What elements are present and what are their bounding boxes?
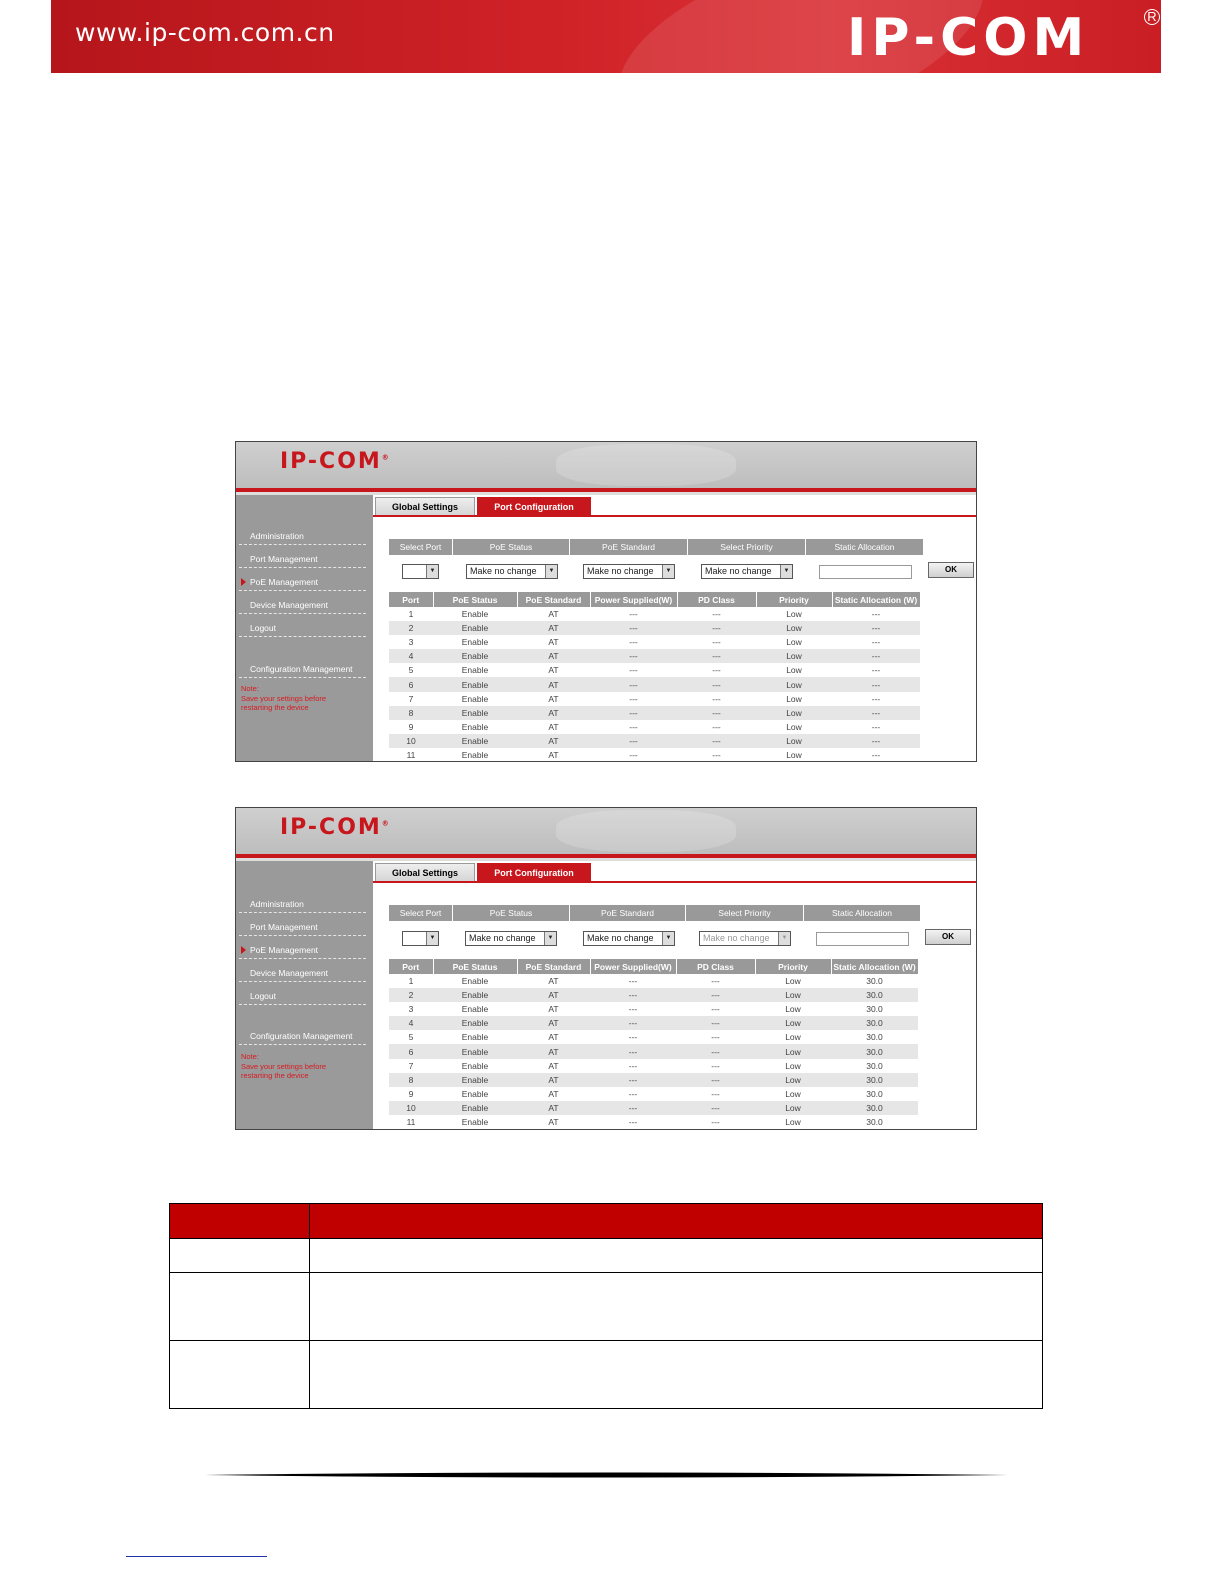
config-header-select-port: Select Port bbox=[389, 905, 452, 921]
cell-poe-status: Enable bbox=[461, 1032, 489, 1043]
cell-priority: Low bbox=[755, 1101, 831, 1115]
cell-priority: Low bbox=[785, 1116, 801, 1127]
note-line-2: restarting the device bbox=[241, 703, 309, 712]
cell-pd-class: --- bbox=[711, 1004, 720, 1015]
tab-port-configuration[interactable]: Port Configuration bbox=[477, 863, 591, 882]
sidebar-item-logout[interactable]: Logout bbox=[239, 623, 366, 637]
table-row bbox=[389, 1087, 918, 1101]
th-poe-standard: PoE Standard bbox=[517, 592, 590, 607]
sidebar-item-administration[interactable]: Administration bbox=[239, 899, 366, 913]
table-row bbox=[389, 677, 920, 691]
table-row bbox=[389, 748, 920, 762]
cell-pd-class: --- bbox=[676, 988, 755, 1002]
footer-divider bbox=[205, 1471, 1008, 1479]
cell-port: 10 bbox=[389, 734, 433, 748]
cell-poe-status: Enable bbox=[433, 649, 517, 663]
cell-static-allocation: --- bbox=[832, 677, 920, 691]
cell-priority: Low bbox=[786, 665, 802, 676]
world-map-graphic bbox=[556, 444, 736, 486]
cell-static-allocation: 30.0 bbox=[831, 988, 918, 1002]
note-line-1: Save your settings before bbox=[241, 1061, 327, 1071]
cell-static-allocation: 30.0 bbox=[866, 1060, 883, 1071]
config-header-static-allocation: Static Allocation bbox=[806, 539, 923, 555]
cell-poe-standard: AT bbox=[517, 706, 590, 720]
th-static-allocation: Static Allocation (W) bbox=[832, 592, 920, 607]
cell-static-allocation: --- bbox=[871, 693, 881, 704]
cell-power-supplied: --- bbox=[629, 693, 638, 704]
cell-poe-status: Enable bbox=[461, 693, 489, 704]
footer-link-underline[interactable] bbox=[126, 1556, 267, 1557]
cell-port: 6 bbox=[389, 677, 433, 691]
cell-poe-standard: AT bbox=[517, 1044, 590, 1058]
cell-static-allocation: 30.0 bbox=[831, 1016, 918, 1030]
cell-priority: Low bbox=[756, 677, 832, 691]
config-header-poe-standard: PoE Standard bbox=[570, 905, 685, 921]
table-row bbox=[389, 692, 920, 706]
cell-poe-standard: AT bbox=[548, 693, 559, 704]
poe-status-dropdown[interactable]: Make no change ▼ bbox=[465, 931, 557, 946]
sidebar bbox=[236, 861, 373, 1129]
tab-port-configuration[interactable]: Port Configuration bbox=[477, 497, 591, 516]
screen-header bbox=[236, 442, 976, 488]
cell-power-supplied: --- bbox=[590, 1044, 676, 1058]
table-row bbox=[389, 734, 920, 748]
select-port-dropdown[interactable] bbox=[402, 931, 439, 946]
tab-global-settings[interactable]: Global Settings bbox=[375, 497, 475, 516]
main-panel bbox=[373, 861, 976, 1129]
cell-power-supplied: --- bbox=[629, 749, 638, 760]
cell-poe-status: Enable bbox=[461, 1060, 489, 1071]
cell-poe-status: Enable bbox=[461, 665, 489, 676]
table-row bbox=[389, 720, 920, 734]
cell-poe-status: Enable bbox=[433, 1016, 517, 1030]
main-panel bbox=[373, 495, 976, 761]
priority-dropdown[interactable]: Make no change ▼ bbox=[701, 564, 793, 579]
cell-pd-class: --- bbox=[676, 1073, 755, 1087]
cell-power-supplied: --- bbox=[628, 1060, 638, 1071]
table-row bbox=[170, 1239, 1043, 1273]
config-header-select-priority: Select Priority bbox=[686, 905, 803, 921]
cell-power-supplied: --- bbox=[590, 1016, 676, 1030]
cell-priority: Low bbox=[756, 621, 832, 635]
cell-pd-class: --- bbox=[677, 621, 756, 635]
th-poe-status: PoE Status bbox=[433, 959, 517, 974]
cell-static-allocation: --- bbox=[871, 637, 881, 648]
cell-static-allocation: --- bbox=[871, 721, 881, 732]
cell-poe-standard: AT bbox=[548, 1004, 559, 1015]
description-cell bbox=[170, 1273, 310, 1341]
cell-power-supplied: --- bbox=[629, 637, 638, 648]
cell-poe-status: Enable bbox=[461, 1116, 489, 1127]
cell-port: 10 bbox=[389, 1101, 433, 1115]
cell-pd-class: --- bbox=[676, 1016, 755, 1030]
cell-static-allocation: --- bbox=[832, 734, 920, 748]
cell-static-allocation: --- bbox=[871, 665, 881, 676]
table-row bbox=[389, 635, 920, 649]
cell-port: 7 bbox=[408, 693, 414, 704]
port-status-table bbox=[389, 592, 921, 762]
cell-priority: Low bbox=[785, 976, 801, 987]
config-header bbox=[389, 905, 921, 921]
config-header-select-priority: Select Priority bbox=[688, 539, 805, 555]
cell-port: 1 bbox=[408, 976, 414, 987]
cell-priority: Low bbox=[786, 721, 802, 732]
note-line-1: Save your settings before bbox=[241, 693, 327, 703]
th-poe-standard: PoE Standard bbox=[517, 959, 590, 974]
cell-priority: Low bbox=[755, 1016, 831, 1030]
table-row bbox=[389, 649, 920, 663]
cell-pd-class: --- bbox=[711, 1088, 720, 1099]
cell-port: 9 bbox=[408, 1088, 414, 1099]
cell-poe-status: Enable bbox=[461, 1088, 489, 1099]
cell-priority: Low bbox=[755, 988, 831, 1002]
cell-port: 8 bbox=[389, 1073, 433, 1087]
cell-poe-standard: AT bbox=[548, 749, 559, 760]
cell-priority: Low bbox=[785, 1060, 801, 1071]
table-row bbox=[389, 706, 920, 720]
cell-poe-standard: AT bbox=[517, 988, 590, 1002]
note-label: Note: bbox=[241, 1052, 259, 1061]
cell-power-supplied: --- bbox=[629, 665, 638, 676]
th-port: Port bbox=[389, 592, 433, 607]
sidebar-item-poe-management[interactable]: PoE Management bbox=[239, 577, 366, 591]
table-row bbox=[389, 1101, 918, 1115]
cell-poe-standard: AT bbox=[548, 637, 559, 648]
cell-power-supplied: --- bbox=[628, 976, 638, 987]
cell-port: 3 bbox=[408, 1004, 414, 1015]
cell-port: 4 bbox=[389, 649, 433, 663]
poe-standard-dropdown[interactable]: Make no change ▼ bbox=[583, 931, 675, 946]
description-header-cell-1 bbox=[170, 1204, 310, 1239]
cell-poe-standard: AT bbox=[517, 734, 590, 748]
table-row bbox=[170, 1341, 1043, 1409]
cell-port: 3 bbox=[408, 637, 414, 648]
cell-pd-class: --- bbox=[711, 976, 720, 987]
cell-port: 2 bbox=[389, 621, 433, 635]
sidebar-item-device-management[interactable]: Device Management bbox=[239, 968, 366, 982]
cell-power-supplied: --- bbox=[628, 1088, 638, 1099]
cell-poe-standard: AT bbox=[517, 1101, 590, 1115]
table-header-row bbox=[389, 592, 920, 607]
description-cell bbox=[310, 1273, 1043, 1341]
cell-priority: Low bbox=[785, 1004, 801, 1015]
screenshot-port-config-2 bbox=[235, 807, 977, 1130]
page-banner bbox=[51, 0, 1161, 73]
world-map-graphic bbox=[556, 810, 736, 852]
screen-header bbox=[236, 808, 976, 854]
cell-poe-status: Enable bbox=[433, 988, 517, 1002]
poe-standard-dropdown[interactable]: Make no change ▼ bbox=[583, 564, 675, 579]
cell-static-allocation: 30.0 bbox=[866, 1088, 883, 1099]
cell-poe-standard: AT bbox=[548, 721, 559, 732]
cell-pd-class: --- bbox=[712, 721, 721, 732]
cell-poe-standard: AT bbox=[517, 621, 590, 635]
description-table bbox=[169, 1203, 1043, 1409]
th-pd-class: PD Class bbox=[677, 592, 756, 607]
cell-poe-standard: AT bbox=[548, 976, 559, 987]
sidebar bbox=[236, 495, 373, 761]
th-poe-status: PoE Status bbox=[433, 592, 517, 607]
cell-poe-standard: AT bbox=[517, 649, 590, 663]
cell-power-supplied: --- bbox=[590, 988, 676, 1002]
sidebar-item-device-management[interactable]: Device Management bbox=[239, 600, 366, 614]
screen-logo: IP-COM® bbox=[280, 449, 391, 474]
sidebar-item-logout[interactable]: Logout bbox=[239, 991, 366, 1005]
cell-port: 6 bbox=[389, 1044, 433, 1058]
table-row bbox=[170, 1273, 1043, 1341]
select-port-dropdown[interactable] bbox=[402, 564, 439, 579]
cell-power-supplied: --- bbox=[590, 677, 677, 691]
cell-priority: Low bbox=[785, 1032, 801, 1043]
note-line-2: restarting the device bbox=[241, 1071, 309, 1080]
cell-static-allocation: 30.0 bbox=[831, 1073, 918, 1087]
description-cell bbox=[310, 1341, 1043, 1409]
cell-power-supplied: --- bbox=[590, 1101, 676, 1115]
cell-static-allocation: 30.0 bbox=[866, 976, 883, 987]
cell-static-allocation: 30.0 bbox=[866, 1116, 883, 1127]
table-row bbox=[389, 607, 920, 621]
registered-mark: R bbox=[1144, 9, 1160, 25]
th-port: Port bbox=[389, 959, 433, 974]
sidebar-item-configuration-management[interactable]: Configuration Management bbox=[239, 1031, 366, 1045]
table-header-row bbox=[389, 959, 918, 974]
table-row bbox=[389, 974, 918, 988]
cell-power-supplied: --- bbox=[628, 1004, 638, 1015]
cell-poe-standard: AT bbox=[548, 1060, 559, 1071]
cell-port: 7 bbox=[408, 1060, 414, 1071]
th-static-allocation: Static Allocation (W) bbox=[831, 959, 918, 974]
cell-priority: Low bbox=[756, 649, 832, 663]
th-priority: Priority bbox=[756, 592, 832, 607]
sidebar-note bbox=[241, 684, 326, 713]
cell-poe-status: Enable bbox=[461, 637, 489, 648]
cell-poe-standard: AT bbox=[548, 609, 559, 620]
cell-static-allocation: 30.0 bbox=[866, 1004, 883, 1015]
note-label: Note: bbox=[241, 684, 259, 693]
cell-power-supplied: --- bbox=[629, 721, 638, 732]
cell-poe-status: Enable bbox=[461, 721, 489, 732]
screen-logo: IP-COM® bbox=[280, 815, 391, 840]
cell-poe-standard: AT bbox=[548, 1032, 559, 1043]
table-row bbox=[389, 1073, 918, 1087]
config-header-poe-status: PoE Status bbox=[453, 905, 569, 921]
cell-power-supplied: --- bbox=[590, 621, 677, 635]
cell-poe-status: Enable bbox=[433, 677, 517, 691]
th-pd-class: PD Class bbox=[676, 959, 755, 974]
cell-poe-status: Enable bbox=[433, 1073, 517, 1087]
cell-port: 1 bbox=[408, 609, 414, 620]
cell-power-supplied: --- bbox=[590, 1073, 676, 1087]
cell-power-supplied: --- bbox=[628, 1032, 638, 1043]
table-row bbox=[389, 663, 920, 677]
cell-static-allocation: --- bbox=[832, 706, 920, 720]
cell-static-allocation: --- bbox=[871, 609, 881, 620]
cell-power-supplied: --- bbox=[628, 1116, 638, 1127]
cell-pd-class: --- bbox=[711, 1032, 720, 1043]
cell-poe-standard: AT bbox=[517, 677, 590, 691]
cell-poe-status: Enable bbox=[461, 609, 489, 620]
banner-url: www.ip-com.com.cn bbox=[75, 18, 335, 47]
config-header-static-allocation: Static Allocation bbox=[804, 905, 920, 921]
cell-priority: Low bbox=[756, 706, 832, 720]
cell-static-allocation: --- bbox=[832, 621, 920, 635]
cell-poe-status: Enable bbox=[433, 1044, 517, 1058]
cell-port: 8 bbox=[389, 706, 433, 720]
config-header-poe-status: PoE Status bbox=[453, 539, 569, 555]
cell-power-supplied: --- bbox=[590, 649, 677, 663]
cell-poe-status: Enable bbox=[433, 621, 517, 635]
cell-pd-class: --- bbox=[712, 749, 721, 760]
cell-static-allocation: --- bbox=[832, 649, 920, 663]
ok-button[interactable]: OK bbox=[928, 562, 974, 578]
priority-dropdown[interactable]: Make no change ▼ bbox=[699, 931, 791, 946]
cell-pd-class: --- bbox=[676, 1044, 755, 1058]
description-cell bbox=[310, 1239, 1043, 1273]
cell-port: 2 bbox=[389, 988, 433, 1002]
cell-port: 5 bbox=[408, 665, 414, 676]
cell-poe-status: Enable bbox=[461, 1004, 489, 1015]
cell-priority: Low bbox=[786, 637, 802, 648]
cell-priority: Low bbox=[786, 693, 802, 704]
table-row bbox=[389, 1016, 918, 1030]
static-allocation-input[interactable] bbox=[819, 565, 912, 579]
cell-power-supplied: --- bbox=[590, 706, 677, 720]
sidebar-item-configuration-management[interactable]: Configuration Management bbox=[239, 664, 366, 678]
poe-status-dropdown[interactable]: Make no change ▼ bbox=[466, 564, 558, 579]
th-power-supplied: Power Supplied(W) bbox=[590, 959, 676, 974]
screenshot-port-config-1 bbox=[235, 441, 977, 762]
tab-global-settings[interactable]: Global Settings bbox=[375, 863, 475, 882]
static-allocation-input[interactable] bbox=[816, 932, 909, 946]
description-header-row bbox=[170, 1204, 1043, 1239]
table-row bbox=[389, 1044, 918, 1058]
cell-pd-class: --- bbox=[677, 734, 756, 748]
description-cell bbox=[170, 1239, 310, 1273]
cell-priority: Low bbox=[786, 609, 802, 620]
description-header-cell-2 bbox=[310, 1204, 1043, 1239]
config-header-select-port: Select Port bbox=[389, 539, 452, 555]
cell-static-allocation: 30.0 bbox=[866, 1032, 883, 1043]
cell-poe-standard: AT bbox=[548, 665, 559, 676]
th-priority: Priority bbox=[755, 959, 831, 974]
cell-poe-standard: AT bbox=[548, 1088, 559, 1099]
cell-port: 9 bbox=[408, 721, 414, 732]
cell-pd-class: --- bbox=[676, 1101, 755, 1115]
cell-poe-status: Enable bbox=[433, 734, 517, 748]
port-status-table bbox=[389, 959, 919, 1129]
cell-priority: Low bbox=[755, 1044, 831, 1058]
cell-port: 4 bbox=[389, 1016, 433, 1030]
tab-underline bbox=[373, 515, 976, 517]
cell-pd-class: --- bbox=[712, 665, 721, 676]
cell-poe-status: Enable bbox=[461, 976, 489, 987]
cell-pd-class: --- bbox=[711, 1060, 720, 1071]
table-row bbox=[389, 621, 920, 635]
cell-poe-status: Enable bbox=[461, 749, 489, 760]
sidebar-item-port-management[interactable]: Port Management bbox=[239, 554, 366, 568]
cell-poe-standard: AT bbox=[548, 1116, 559, 1127]
cell-pd-class: --- bbox=[677, 706, 756, 720]
cell-port: 11 bbox=[406, 1116, 416, 1127]
cell-static-allocation: --- bbox=[871, 749, 881, 760]
ok-button[interactable]: OK bbox=[925, 929, 971, 945]
table-row bbox=[389, 1115, 918, 1129]
table-row bbox=[389, 1030, 918, 1044]
cell-power-supplied: --- bbox=[629, 609, 638, 620]
cell-pd-class: --- bbox=[711, 1116, 720, 1127]
cell-poe-standard: AT bbox=[517, 1073, 590, 1087]
banner-logo: IP-COM bbox=[847, 8, 1090, 68]
cell-static-allocation: 30.0 bbox=[831, 1101, 918, 1115]
cell-static-allocation: 30.0 bbox=[831, 1044, 918, 1058]
cell-pd-class: --- bbox=[712, 609, 721, 620]
tab-underline bbox=[373, 881, 976, 883]
table-row bbox=[389, 988, 918, 1002]
cell-pd-class: --- bbox=[677, 677, 756, 691]
cell-priority: Low bbox=[755, 1073, 831, 1087]
config-header bbox=[389, 539, 924, 555]
description-cell bbox=[170, 1341, 310, 1409]
cell-poe-status: Enable bbox=[433, 706, 517, 720]
cell-power-supplied: --- bbox=[590, 734, 677, 748]
cell-priority: Low bbox=[785, 1088, 801, 1099]
cell-priority: Low bbox=[756, 734, 832, 748]
sidebar-item-administration[interactable]: Administration bbox=[239, 531, 366, 545]
sidebar-note bbox=[241, 1052, 326, 1081]
cell-poe-standard: AT bbox=[517, 1016, 590, 1030]
cell-port: 5 bbox=[408, 1032, 414, 1043]
table-row bbox=[389, 1059, 918, 1073]
sidebar-item-port-management[interactable]: Port Management bbox=[239, 922, 366, 936]
table-row bbox=[389, 1002, 918, 1016]
sidebar-item-poe-management[interactable]: PoE Management bbox=[239, 945, 366, 959]
cell-port: 11 bbox=[406, 749, 416, 760]
th-power-supplied: Power Supplied(W) bbox=[590, 592, 677, 607]
cell-pd-class: --- bbox=[712, 693, 721, 704]
config-header-poe-standard: PoE Standard bbox=[570, 539, 687, 555]
cell-pd-class: --- bbox=[712, 637, 721, 648]
cell-priority: Low bbox=[786, 749, 802, 760]
cell-pd-class: --- bbox=[677, 649, 756, 663]
cell-poe-status: Enable bbox=[433, 1101, 517, 1115]
